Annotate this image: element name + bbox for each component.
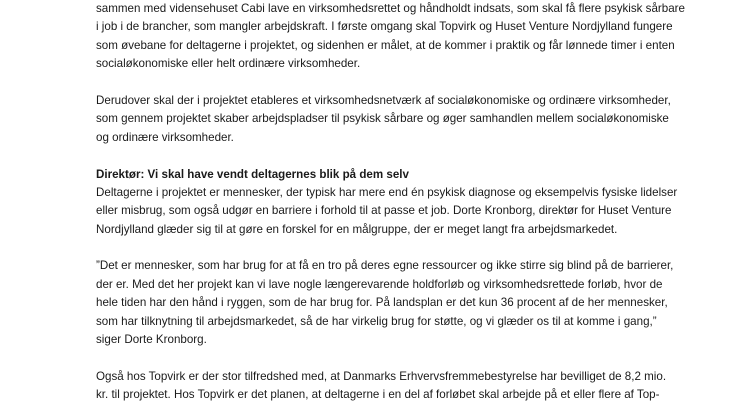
section-director [96, 166, 686, 240]
paragraph-quote [96, 257, 686, 349]
text-line: ”Det er mennesker, som har brug for at få en tro på deres egne ressourcer og ikke stirre sig blind på de barrierer, [96, 259, 674, 273]
text-line: Også hos Topvirk er der stor tilfredshed med, at Danmarks Erhvervsfremmebestyrelse har bevilliget de 8,2 mio. [96, 369, 667, 383]
text-line: som gennem projektet skaber arbejdspladser til psykisk sårbare og øger samhandlen mellem socialøkonomiske [96, 112, 669, 126]
paragraph-spacer [96, 147, 686, 165]
paragraph-spacer [96, 349, 686, 367]
paragraph-spacer [96, 239, 686, 257]
text-line: som har tilknytning til arbejdsmarkedet, så de har virkelig brug for støtte, og vi glæder os til at komme i gang,” [96, 314, 657, 328]
text-line: sammen med vidensehuset Cabi lave en virksomhedsrettet og håndholdt indsats, som skal få flere psykisk sårbare [96, 2, 685, 15]
text-line: Nordjylland glæder sig til at gøre en forskel for en målgruppe, der er meget langt fra arbejdsmarkedet. [96, 222, 618, 236]
paragraph-topvirk [96, 368, 686, 405]
paragraph-spacer [96, 74, 686, 92]
text-line: Derudover skal der i projektet etableres et virksomhedsnetværk af socialøkonomiske og ordinære virksomheder, [96, 93, 671, 107]
text-line: Deltagerne i projektet er mennesker, der typisk har mere end én psykisk diagnose og eksempelvis fysiske lidelser [96, 185, 678, 199]
text-line: der er. Med det her projekt kan vi lave nogle længerevarende holdforløb og virksomhedsrettede forløb, hvor de [96, 277, 663, 291]
document-page [96, 0, 686, 405]
text-line: og ordinære virksomheder. [96, 130, 234, 144]
paragraph-network [96, 92, 686, 147]
text-line: i job i de brancher, som mangler arbejdskraft. I første omgang skal Topvirk og Huset Venture Nordjylland fungere [96, 20, 673, 34]
text-line: eller misbrug, som også udgør en barriere i forhold til at passe et job. Dorte Kronborg, direktør for Huset Venture [96, 204, 672, 218]
text-line: hele tiden har den hånd i ryggen, som de har brug for. På landsplan er det kun 36 procent af de her mennesker, [96, 296, 668, 310]
section-heading: Direktør: Vi skal have vendt deltagernes blik på dem selv [96, 167, 409, 181]
text-line: socialøkonomiske eller helt ordinære virksomheder. [96, 57, 361, 71]
text-line: som øvebane for deltagerne i projektet, og sidenhen er målet, at de kommer i praktik og får lønnede timer i enten [96, 38, 675, 52]
paragraph-intro-continued [96, 0, 686, 74]
text-line: kr. til projektet. Hos Topvirk er det planen, at deltagerne i en del af forløbet skal arbejde på et eller flere af Top- [96, 388, 660, 402]
text-line: siger Dorte Kronborg. [96, 333, 207, 347]
